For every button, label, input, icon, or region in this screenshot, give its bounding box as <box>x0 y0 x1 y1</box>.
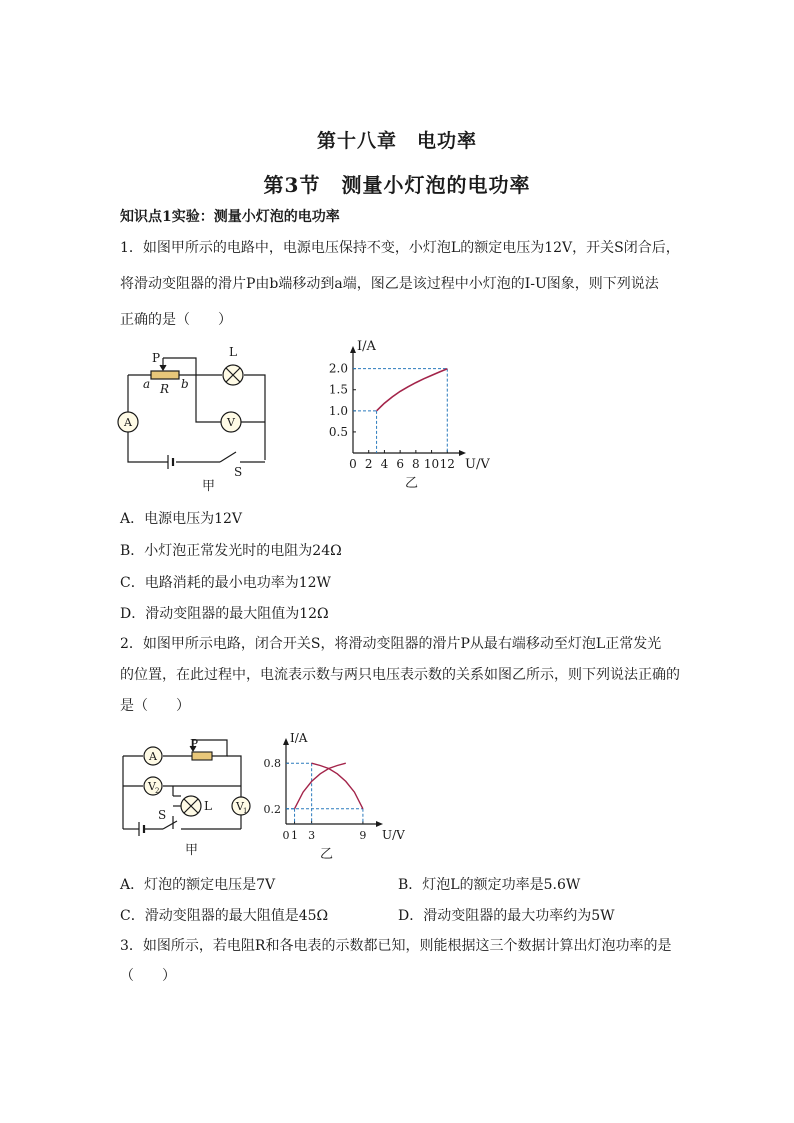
voltmeter-label: V <box>227 416 235 429</box>
y-tick-label: 0.8 <box>263 757 281 771</box>
q1-iu-chart <box>315 338 495 498</box>
y-tick-label: 0.5 <box>328 424 348 439</box>
x-tick-label: 3 <box>308 829 316 842</box>
chart1-x-axis-label: U/V <box>465 457 490 472</box>
q2-circuit-diagram <box>115 732 265 862</box>
label-a: a <box>143 377 151 391</box>
chapter-title: 第十八章 电功率 <box>316 130 477 152</box>
label-S: S <box>158 808 167 822</box>
q2-option-a[interactable]: A．灯泡的额定电压是7V <box>120 877 276 893</box>
q2-iu-chart <box>263 726 408 862</box>
y-tick-label: 0.2 <box>263 802 281 816</box>
chart2-y-axis-label: I/A <box>290 731 308 745</box>
x-tick-label: 0 <box>282 829 290 842</box>
label-L: L <box>229 345 237 359</box>
label-P: P <box>190 737 199 751</box>
x-tick-label: 9 <box>359 829 367 842</box>
y-tick-label: 1.5 <box>328 382 348 397</box>
q1-option-d[interactable]: D．滑动变阻器的最大阻值为12Ω <box>120 606 329 622</box>
label-S: S <box>234 465 243 479</box>
q1-circuit-diagram <box>110 340 280 500</box>
chart2-series-curve-2 <box>312 763 363 809</box>
x-axis-arrow <box>376 821 383 827</box>
x-tick-label: 10 <box>423 457 440 471</box>
y-axis-arrow <box>283 738 289 745</box>
q2-option-c[interactable]: C．滑动变阻器的最大阻值是45Ω <box>120 908 329 924</box>
q1-stem-line3: 正确的是（ ） <box>120 312 232 328</box>
q2-stem-line1: 2．如图甲所示电路，闭合开关S，将滑动变阻器的滑片P从最右端移动至灯泡L正常发光 <box>120 636 662 652</box>
y-axis-arrow <box>350 346 356 353</box>
x-tick-label: 8 <box>412 457 420 471</box>
label-b: b <box>181 377 189 391</box>
q2-stem-line2: 的位置，在此过程中，电流表示数与两只电压表示数的关系如图乙所示，则下列说法正确的 <box>120 667 680 683</box>
q2-fig-caption-jia: 甲 <box>185 843 199 858</box>
q2-stem-line3: 是（ ） <box>120 698 190 714</box>
voltmeter-v1-label: V <box>236 800 244 813</box>
label-L: L <box>204 799 212 813</box>
label-P: P <box>152 351 161 365</box>
chart1-y-axis-label: I/A <box>357 339 376 354</box>
y-tick-label: 1.0 <box>328 403 348 418</box>
x-tick-label: 2 <box>364 457 373 471</box>
q3-stem-line2: （ ） <box>120 968 176 984</box>
voltmeter-v2-label: V <box>148 780 156 793</box>
q3-stem-line1: 3．如图所示，若电阻R和各电表的示数都已知，则能根据这三个数据计算出灯泡功率的是 <box>120 938 672 954</box>
q2-option-d[interactable]: D．滑动变阻器的最大功率约为5W <box>398 908 615 924</box>
ammeter-label: A <box>124 416 132 429</box>
q1-option-c[interactable]: C．电路消耗的最小电功率为12W <box>120 575 331 591</box>
x-axis-arrow <box>459 450 466 456</box>
ammeter-label: A <box>149 750 157 763</box>
x-tick-label: 6 <box>396 457 404 471</box>
q1-stem-line1: 1．如图甲所示的电路中，电源电压保持不变，小灯泡L的额定电压为12V，开关S闭合后， <box>120 240 680 256</box>
q1-option-a[interactable]: A．电源电压为12V <box>120 511 243 527</box>
q1-option-b[interactable]: B．小灯泡正常发光时的电阻为24Ω <box>120 543 342 559</box>
chart1-caption: 乙 <box>405 476 419 491</box>
voltmeter-v2-subscript: 2 <box>155 787 160 795</box>
label-R: R <box>160 382 170 396</box>
chart1-series-curve <box>377 369 448 411</box>
q1-stem-line2: 将滑动变阻器的滑片P由b端移动到a端，图乙是该过程中小灯泡的I-U图象，则下列说法 <box>120 276 659 292</box>
x-tick-label: 0 <box>349 457 357 471</box>
x-tick-label: 1 <box>291 829 299 842</box>
x-tick-label: 4 <box>380 457 389 471</box>
chart2-caption: 乙 <box>320 847 334 862</box>
q1-fig-caption-jia: 甲 <box>202 479 216 494</box>
knowledge-point-heading: 知识点1实验：测量小灯泡的电功率 <box>120 209 340 225</box>
chart2-series-curve-1 <box>295 763 346 809</box>
q2-option-b[interactable]: B．灯泡L的额定功率是5.6W <box>398 877 581 893</box>
section-title: 第3节 测量小灯泡的电功率 <box>263 173 531 197</box>
y-tick-label: 2.0 <box>328 361 348 376</box>
voltmeter-v1-subscript: 1 <box>243 807 248 815</box>
x-tick-label: 12 <box>439 457 455 471</box>
chart2-x-axis-label: U/V <box>382 828 405 842</box>
